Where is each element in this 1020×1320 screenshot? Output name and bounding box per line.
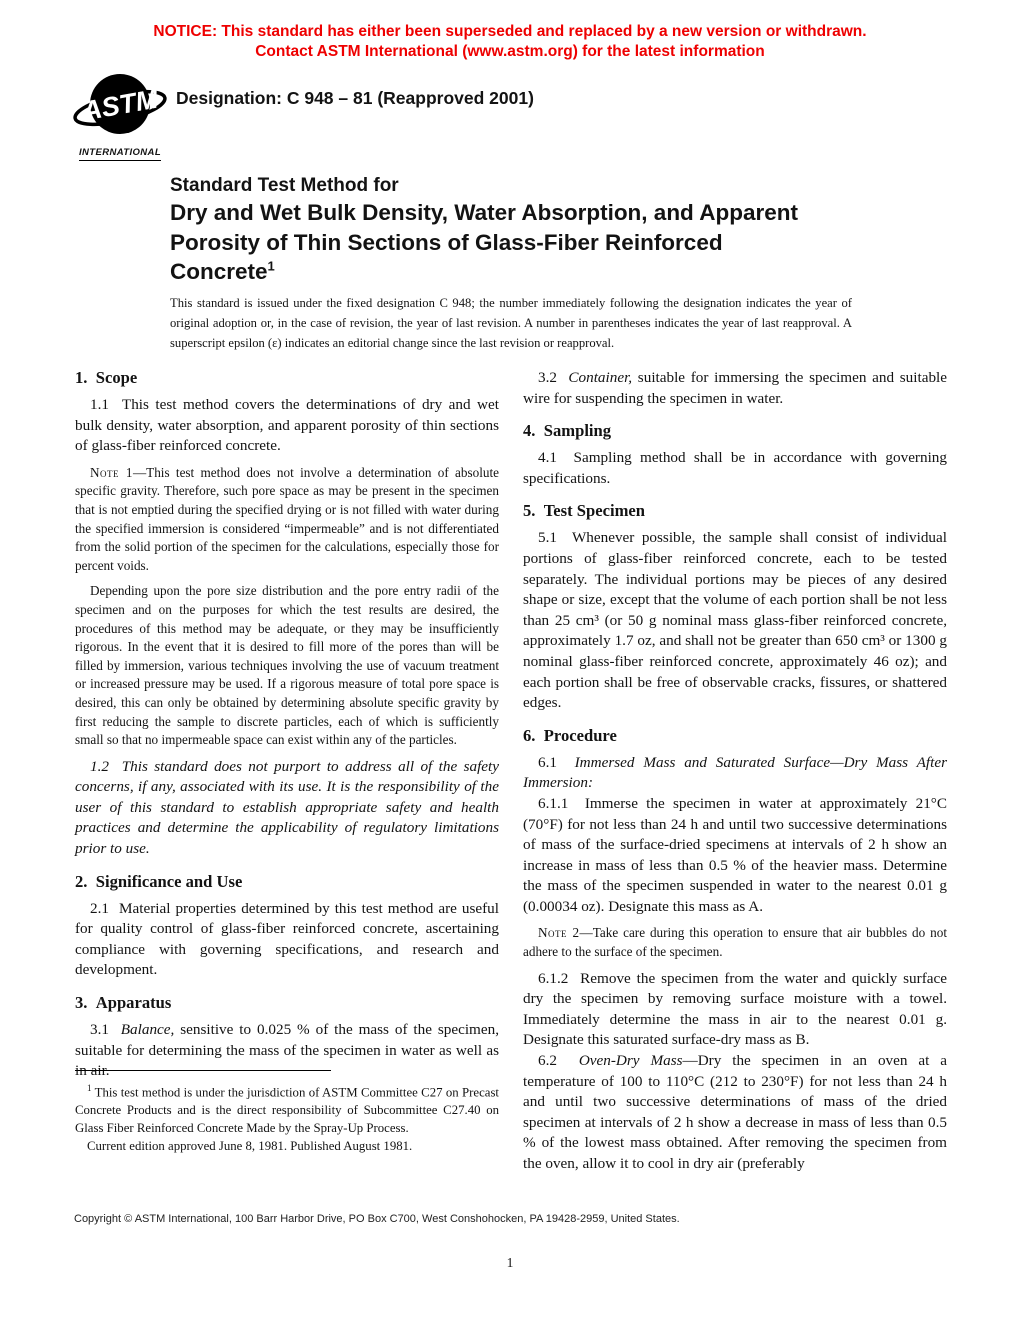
para-2-1: 2.1 Material properties determined by this test method are useful for quality control of glass-fiber reinforced concrete, ascertaining compliance with governing specifications, and research and development. xyxy=(75,899,499,979)
supersession-notice xyxy=(0,22,1020,63)
title-line-3-text: Concrete xyxy=(170,259,268,284)
right-column xyxy=(523,368,947,1175)
section-5-heading: 5. Test Specimen xyxy=(523,501,645,521)
title-line-1: Dry and Wet Bulk Density, Water Absorption, and Apparent xyxy=(170,200,798,225)
note-2-text: —Take care during this operation to ensure that air bubbles do not adhere to the surface of the specimen. xyxy=(523,925,947,960)
para-6-2-lead: Oven-Dry Mass xyxy=(578,1052,683,1070)
para-1-1: 1.1 This test method covers the determinations of dry and wet bulk density, water absorption, and apparent porosity of thin sections of glass-fiber reinforced concrete. xyxy=(75,396,499,455)
para-6-1-1: 6.1.1 Immerse the specimen in water at approximately 21°C (70°F) for not less than 24 h and until two successive determinations of mass of the surface-dried specimens at intervals of 2 h show an increase in mass of less than 0.5 % of the heavier mass. Determine the mass of the specimen suspended in water to the nearest 0.01 g (0.00034 oz). Designate this mass as A. xyxy=(523,794,947,915)
issued-statement: This standard is issued under the fixed designation C 948; the number immediately following the designation indicates the year of original adoption or, in the case of revision, the year of last revision. A number in parentheses indicates the year of last reapproval. A superscript epsilon (ε) indicates an editorial change since the last revision or reapproval. xyxy=(170,296,852,350)
copyright-line: Copyright © ASTM International, 100 Barr Harbor Drive, PO Box C700, West Conshohocken, PA 19428-2959, United States. xyxy=(74,1213,680,1225)
footnote-rule xyxy=(75,1070,331,1071)
footnote-edition-line: Current edition approved June 8, 1981. Published August 1981. xyxy=(87,1138,413,1153)
footnote-1-ref: 1 xyxy=(87,1083,92,1093)
para-3-2-number: 3.2 xyxy=(538,369,569,386)
note-1 xyxy=(75,464,499,576)
note-1-continued: Depending upon the pore size distribution and the pore entry radii of the specimen and on the purposes for which the test results are desired, the procedures of this method may be adequate, or they may be insufficiently rigorous. In the event that it is desired to fill more of the pores than will be filled by immersion, various techniques involving the use of vacuum treatment or increased pressure may be used. If a rigorous measure of total pore space is desired, this can only be obtained by determining absolute specific gravity by first reducing the sample to discrete particles, each of which is sufficiently small so that no impermeable space can exist within any of the particles. xyxy=(75,583,499,748)
left-column xyxy=(75,368,499,1082)
para-6-2 xyxy=(523,1051,947,1175)
para-6-1-number: 6.1 xyxy=(538,753,575,771)
para-6-1-2: 6.1.2 Remove the specimen from the water and quickly surface dry the specimen by removing surface moisture with a towel. Immediately determine the mass in air to the nearest 0.01 g. Designate this saturated surface-dry mass as B. xyxy=(523,969,947,1049)
title-footnote-ref: 1 xyxy=(267,258,275,274)
notice-line-1: NOTICE: This standard has either been superseded and replaced by a new version or withdrawn. xyxy=(153,23,867,40)
para-3-2-text: suitable for immersing the specimen and suitable wire for suspending the specimen in water. xyxy=(523,369,948,407)
footnote-1-text: This test method is under the jurisdiction of ASTM Committee C27 on Precast Concrete Products and is the direct responsibility of Subcommittee C27.40 on Glass Fiber Reinforced Concrete Made by the Spray-Up Process. xyxy=(75,1085,499,1135)
page-number: 1 xyxy=(506,1255,514,1270)
para-4-1: 4.1 Sampling method shall be in accordance with governing specifications. xyxy=(523,449,947,487)
para-6-1 xyxy=(523,753,947,794)
astm-logo xyxy=(70,70,170,161)
para-6-2-text: —Dry the specimen in an oven at a temperature of 100 to 110°C (212 to 230°F) for not less than 24 h and until two successive determinations of mass of the dried specimen at intervals of 2 h show a decrease in mass of less than 0.5 % of the lowest mass obtained. After removing the specimen from the oven, allow it to cool in dry air (preferably xyxy=(523,1052,947,1172)
para-6-1-title: Immersed Mass and Saturated Surface—Dry Mass After Immersion: xyxy=(523,753,947,792)
para-3-1-number: 3.1 xyxy=(90,1021,121,1039)
note-2 xyxy=(523,924,947,961)
footnote-1 xyxy=(75,1080,499,1138)
para-3-2 xyxy=(523,368,947,409)
notice-line-2: Contact ASTM International (www.astm.org) for the latest information xyxy=(255,43,765,61)
note-2-label: Note 2 xyxy=(538,925,580,941)
standard-title xyxy=(170,173,870,287)
astm-logo-text: ASTM xyxy=(79,83,161,127)
section-3-heading: 3. Apparatus xyxy=(75,993,172,1013)
section-6-heading: 6. Procedure xyxy=(523,725,617,745)
para-3-1-lead: Balance, xyxy=(120,1021,175,1039)
para-6-2-number: 6.2 xyxy=(538,1052,579,1070)
note-1-text: —This test method does not involve a determination of absolute specific gravity. Therefore, such pore space as may be present in the specimen that is not emptied during the specified drying or is not filled with water during the specified immersion is considered “impermeable” and is not differentiated from the solid portion of the specimen for the calculations, especially those for percent voids. xyxy=(75,464,499,573)
section-2-heading: 2. Significance and Use xyxy=(75,871,243,891)
footnote-block xyxy=(75,1070,499,1155)
note-1-label: Note 1 xyxy=(90,464,133,480)
title-line-3 xyxy=(170,257,870,287)
section-4-heading: 4. Sampling xyxy=(523,421,612,441)
para-5-1: 5.1 Whenever possible, the sample shall consist of individual portions of glass-fiber reinforced concrete, each to be tested separately. The individual portions may be pieces of any desired shape or size, except that the volume of each portion shall be not less than 25 cm³ (or 50 g nominal mass glass-fiber reinforced concrete, approximately 1.7 oz, and shall not be greater than 650 cm³ or 1300 g nominal glass-fiber reinforced concrete, approximately 46 oz); and each portion shall be free of observable cracks, fissures, or shattered edges. xyxy=(523,529,947,712)
para-1-2: 1.2 This standard does not purport to address all of the safety concerns, if any, associated with its use. It is the responsibility of the user of this standard to establish appropriate safety and health practices and determine the applicability of regulatory limitations prior to use. xyxy=(75,757,499,858)
para-3-2-lead: Container, xyxy=(568,369,633,386)
section-1-heading: 1. Scope xyxy=(75,368,138,387)
para-3-1-text: sensitive to 0.025 % of the mass of the specimen, suitable for determining the mass of the specimen in water as well as in air. xyxy=(75,1021,499,1080)
astm-globe-icon xyxy=(72,70,168,142)
astm-logo-international-label: INTERNATIONAL xyxy=(79,147,161,161)
title-intro: Standard Test Method for xyxy=(170,175,399,196)
designation-line: Designation: C 948 – 81 (Reapproved 2001) xyxy=(176,88,534,108)
title-line-2: Porosity of Thin Sections of Glass-Fiber Reinforced xyxy=(170,229,723,255)
